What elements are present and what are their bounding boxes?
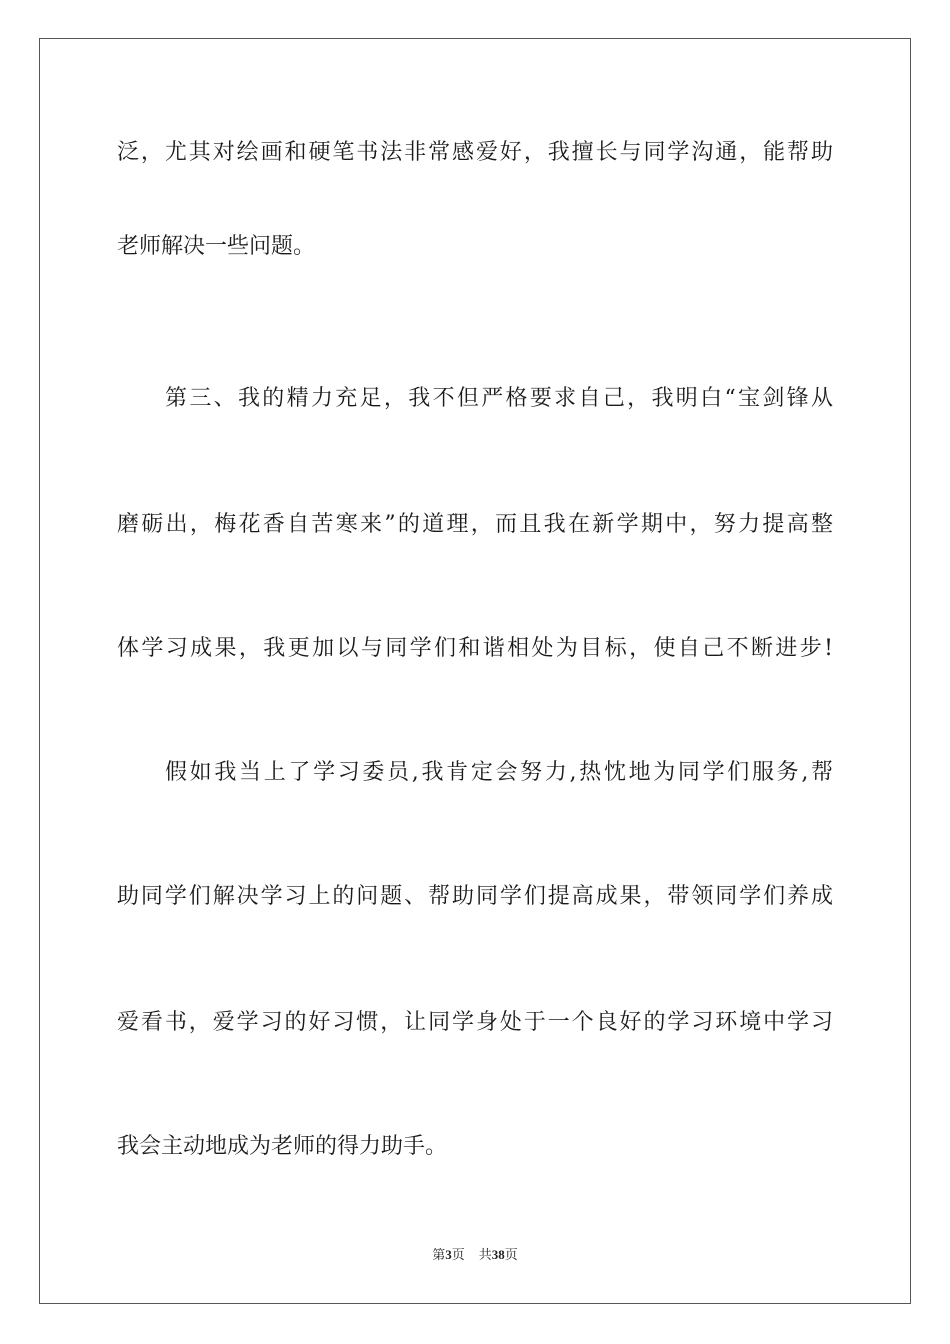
text-line-8: 爱看书，爱学习的好习惯，让同学身处于一个良好的学习环境中学习 — [117, 1010, 833, 1035]
total-suffix: 页 — [504, 1247, 518, 1262]
page-number: 3 — [445, 1247, 452, 1262]
text-line-6: 假如我当上了学习委员,我肯定会努力,热忱地为同学们服务,帮 — [165, 760, 833, 785]
text-line-4: 磨砺出，梅花香自苦寒来”的道理，而且我在新学期中，努力提高整 — [117, 512, 833, 537]
total-pages: 38 — [491, 1247, 505, 1262]
total-prefix: 共 — [478, 1247, 492, 1262]
page-border — [39, 38, 911, 1304]
text-line-1: 泛，尤其对绘画和硬笔书法非常感爱好，我擅长与同学沟通，能帮助 — [117, 140, 833, 165]
text-line-7: 助同学们解决学习上的问题、帮助同学们提高成果，带领同学们养成 — [117, 884, 833, 909]
text-line-5: 体学习成果，我更加以与同学们和谐相处为目标，使自己不断进步! — [117, 636, 833, 661]
page-suffix: 页 — [451, 1247, 465, 1262]
page-footer — [0, 1246, 950, 1264]
text-line-9: 我会主动地成为老师的得力助手。 — [117, 1134, 448, 1159]
page-prefix: 第 — [432, 1247, 446, 1262]
text-line-3: 第三、我的精力充足，我不但严格要求自己，我明白“宝剑锋从 — [165, 386, 833, 411]
text-line-2: 老师解决一些问题。 — [117, 234, 316, 259]
